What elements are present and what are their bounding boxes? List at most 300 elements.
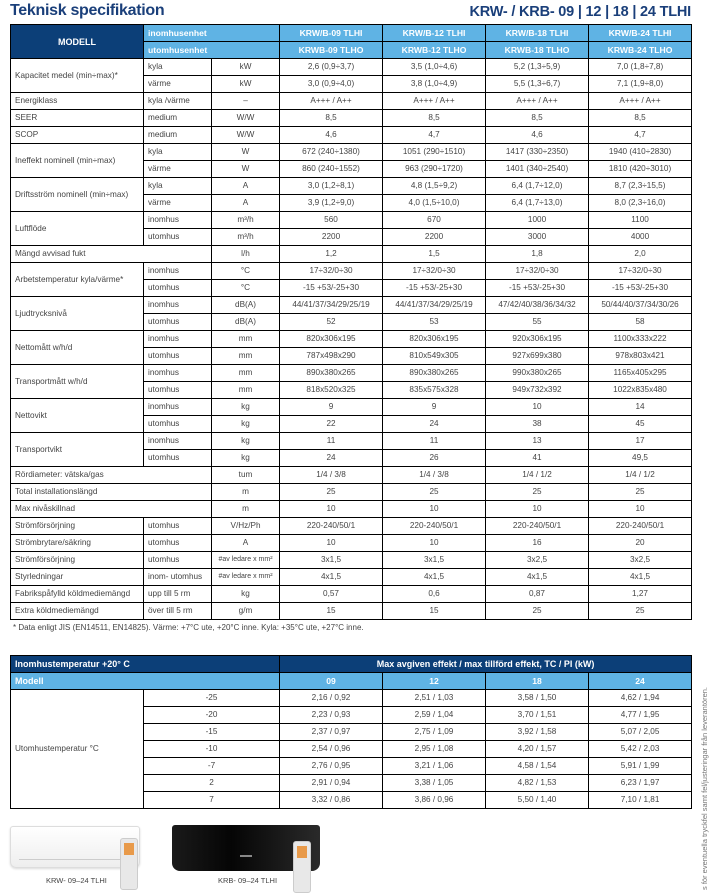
spec-value: 58 bbox=[589, 314, 692, 331]
spec-value: 15 bbox=[383, 603, 486, 620]
spec-value: 1,2 bbox=[280, 246, 383, 263]
spec-row bbox=[11, 569, 692, 586]
disclaimer-note: s för eventuella tryckfel samt fel/justeringar från leverantören. bbox=[700, 686, 709, 890]
spec-label: Ineffekt nominell (min÷max) bbox=[11, 144, 144, 178]
spec-sub-label: upp till 5 rm bbox=[144, 586, 212, 603]
spec-header-indoor bbox=[11, 25, 692, 42]
spec-value: 220-240/50/1 bbox=[589, 518, 692, 535]
spec-value: 10 bbox=[280, 501, 383, 518]
spec-sub-label: utomhus bbox=[144, 535, 212, 552]
spec-row bbox=[11, 144, 692, 161]
spec-value: 4,0 (1,5÷10,0) bbox=[383, 195, 486, 212]
spec-unit: W/W bbox=[212, 110, 280, 127]
spec-value: 990x380x265 bbox=[486, 365, 589, 382]
spec-value: 560 bbox=[280, 212, 383, 229]
spec-unit: m³/h bbox=[212, 229, 280, 246]
spec-unit: mm bbox=[212, 365, 280, 382]
spec-sub-label: utomhus bbox=[144, 314, 212, 331]
spec-value: 1/4 / 3/8 bbox=[383, 467, 486, 484]
spec-unit: dB(A) bbox=[212, 297, 280, 314]
performance-value: 3,21 / 1,06 bbox=[383, 758, 486, 775]
spec-value: 10 bbox=[280, 535, 383, 552]
spec-value: 978x803x421 bbox=[589, 348, 692, 365]
performance-value: 5,91 / 1,99 bbox=[589, 758, 692, 775]
spec-row bbox=[11, 484, 692, 501]
spec-row bbox=[11, 365, 692, 382]
performance-value: 3,92 / 1,58 bbox=[486, 724, 589, 741]
spec-value: 860 (240÷1552) bbox=[280, 161, 383, 178]
spec-value: 3,0 (1,2÷8,1) bbox=[280, 178, 383, 195]
spec-value: 920x306x195 bbox=[486, 331, 589, 348]
spec-value: 5,2 (1,3÷5,9) bbox=[486, 59, 589, 76]
spec-sub-label: utomhus bbox=[144, 348, 212, 365]
spec-row bbox=[11, 518, 692, 535]
spec-value: 44/41/37/34/29/25/19 bbox=[280, 297, 383, 314]
model-series-title: KRW- / KRB- 09 | 12 | 18 | 24 TLHI bbox=[469, 4, 691, 20]
spec-value: 6,4 (1,7÷12,0) bbox=[486, 178, 589, 195]
performance-value: 4,62 / 1,94 bbox=[589, 690, 692, 707]
spec-label: Arbetstemperatur kyla/värme* bbox=[11, 263, 144, 297]
spec-value: 17 bbox=[589, 433, 692, 450]
spec-sub-label: kyla /värme bbox=[144, 93, 212, 110]
spec-unit: kg bbox=[212, 433, 280, 450]
spec-value: 1940 (410÷2830) bbox=[589, 144, 692, 161]
model-label: Modell bbox=[11, 673, 280, 690]
spec-value: 7,1 (1,9÷8,0) bbox=[589, 76, 692, 93]
spec-label: SCOP bbox=[11, 127, 144, 144]
spec-value: 7,0 (1,8÷7,8) bbox=[589, 59, 692, 76]
spec-value: 220-240/50/1 bbox=[486, 518, 589, 535]
outdoor-temp-value: 7 bbox=[144, 792, 280, 809]
spec-sub-label: inomhus bbox=[144, 263, 212, 280]
spec-row bbox=[11, 552, 692, 569]
spec-value: 3x2,5 bbox=[589, 552, 692, 569]
spec-value: 8,7 (2,3÷15,5) bbox=[589, 178, 692, 195]
spec-value: 8,5 bbox=[486, 110, 589, 127]
spec-unit: kg bbox=[212, 586, 280, 603]
spec-sub-label: utomhus bbox=[144, 229, 212, 246]
spec-value: 41 bbox=[486, 450, 589, 467]
spec-sub-label: inom- utomhus bbox=[144, 569, 212, 586]
spec-value: 1810 (420÷3010) bbox=[589, 161, 692, 178]
spec-value: A+++ / A++ bbox=[486, 93, 589, 110]
spec-sub-label: inomhus bbox=[144, 433, 212, 450]
spec-value: 1000 bbox=[486, 212, 589, 229]
model-size: 09 bbox=[280, 673, 383, 690]
spec-value: -15 +53/-25+30 bbox=[486, 280, 589, 297]
indoor-model: KRW/B-09 TLHI bbox=[280, 25, 383, 42]
spec-unit: kg bbox=[212, 450, 280, 467]
spec-value: 2,0 bbox=[589, 246, 692, 263]
remote-control-icon bbox=[120, 838, 138, 890]
spec-value: 13 bbox=[486, 433, 589, 450]
outdoor-temp-value: -10 bbox=[144, 741, 280, 758]
spec-sub-label: medium bbox=[144, 127, 212, 144]
spec-value: 10 bbox=[589, 501, 692, 518]
spec-value: 1/4 / 1/2 bbox=[589, 467, 692, 484]
spec-label: Strömförsörjning bbox=[11, 552, 144, 569]
spec-value: 4,8 (1,5÷9,2) bbox=[383, 178, 486, 195]
spec-value: 25 bbox=[383, 484, 486, 501]
indoor-model: KRW/B-18 TLHI bbox=[486, 25, 589, 42]
spec-value: 1/4 / 3/8 bbox=[280, 467, 383, 484]
spec-value: 17÷32/0÷30 bbox=[589, 263, 692, 280]
spec-label: Mängd avvisad fukt bbox=[11, 246, 212, 263]
spec-sub-label: kyla bbox=[144, 178, 212, 195]
outdoor-temp-value: -15 bbox=[144, 724, 280, 741]
spec-label: Transportvikt bbox=[11, 433, 144, 467]
spec-value: 22 bbox=[280, 416, 383, 433]
spec-value: 1165x405x295 bbox=[589, 365, 692, 382]
outdoor-temp-value: -7 bbox=[144, 758, 280, 775]
spec-value: 24 bbox=[383, 416, 486, 433]
spec-label: Nettomått w/h/d bbox=[11, 331, 144, 365]
spec-value: 10 bbox=[486, 399, 589, 416]
spec-value: 14 bbox=[589, 399, 692, 416]
model-size: 18 bbox=[486, 673, 589, 690]
performance-value: 2,37 / 0,97 bbox=[280, 724, 383, 741]
spec-value: 38 bbox=[486, 416, 589, 433]
outdoor-model: KRWB-18 TLHO bbox=[486, 42, 589, 59]
spec-unit: mm bbox=[212, 331, 280, 348]
spec-value: 25 bbox=[589, 603, 692, 620]
spec-value: 1/4 / 1/2 bbox=[486, 467, 589, 484]
spec-value: 4,7 bbox=[589, 127, 692, 144]
spec-value: 818x520x325 bbox=[280, 382, 383, 399]
spec-unit: mm bbox=[212, 348, 280, 365]
indoor-model: KRW/B-24 TLHI bbox=[589, 25, 692, 42]
spec-label: Driftsström nominell (min÷max) bbox=[11, 178, 144, 212]
spec-unit: W/W bbox=[212, 127, 280, 144]
performance-value: 2,76 / 0,95 bbox=[280, 758, 383, 775]
spec-value: A+++ / A++ bbox=[383, 93, 486, 110]
spec-value: 8,5 bbox=[280, 110, 383, 127]
performance-value: 2,54 / 0,96 bbox=[280, 741, 383, 758]
spec-value: 787x498x290 bbox=[280, 348, 383, 365]
spec-value: 3,8 (1,0÷4,9) bbox=[383, 76, 486, 93]
spec-value: 44/41/37/34/29/25/19 bbox=[383, 297, 486, 314]
outdoor-model: KRWB-24 TLHO bbox=[589, 42, 692, 59]
model-size: 12 bbox=[383, 673, 486, 690]
spec-sub-label: värme bbox=[144, 195, 212, 212]
performance-value: 7,10 / 1,81 bbox=[589, 792, 692, 809]
spec-value: 4x1,5 bbox=[589, 569, 692, 586]
model-header: MODELL bbox=[11, 25, 144, 59]
page-title: Teknisk specifikation bbox=[10, 2, 165, 19]
spec-value: 820x306x195 bbox=[280, 331, 383, 348]
spec-value: 5,5 (1,3÷6,7) bbox=[486, 76, 589, 93]
spec-sub-label: inomhus bbox=[144, 331, 212, 348]
spec-unit: kg bbox=[212, 399, 280, 416]
spec-value: 6,4 (1,7÷13,0) bbox=[486, 195, 589, 212]
spec-value: 3,5 (1,0÷4,6) bbox=[383, 59, 486, 76]
spec-sub-label: över till 5 rm bbox=[144, 603, 212, 620]
spec-value: 927x699x380 bbox=[486, 348, 589, 365]
spec-value: 672 (240÷1380) bbox=[280, 144, 383, 161]
spec-value: 9 bbox=[383, 399, 486, 416]
spec-value: 4x1,5 bbox=[486, 569, 589, 586]
spec-row bbox=[11, 127, 692, 144]
spec-unit: l/h bbox=[212, 246, 280, 263]
spec-label: Energiklass bbox=[11, 93, 144, 110]
spec-unit: dB(A) bbox=[212, 314, 280, 331]
spec-label: Strömförsörjning bbox=[11, 518, 144, 535]
spec-label: Fabrikspåfylld köldmediemängd bbox=[11, 586, 144, 603]
performance-value: 2,59 / 1,04 bbox=[383, 707, 486, 724]
spec-value: 810x549x305 bbox=[383, 348, 486, 365]
spec-value: 49,5 bbox=[589, 450, 692, 467]
spec-unit: tum bbox=[212, 467, 280, 484]
spec-label: Strömbrytare/säkring bbox=[11, 535, 144, 552]
spec-row bbox=[11, 433, 692, 450]
spec-unit: V/Hz/Ph bbox=[212, 518, 280, 535]
spec-unit: W bbox=[212, 144, 280, 161]
spec-value: 1,5 bbox=[383, 246, 486, 263]
spec-value: 4,6 bbox=[486, 127, 589, 144]
performance-table bbox=[10, 655, 692, 809]
spec-value: 20 bbox=[589, 535, 692, 552]
performance-value: 3,58 / 1,50 bbox=[486, 690, 589, 707]
spec-value: 820x306x195 bbox=[383, 331, 486, 348]
spec-sub-label: utomhus bbox=[144, 416, 212, 433]
performance-value: 4,58 / 1,54 bbox=[486, 758, 589, 775]
performance-value: 3,38 / 1,05 bbox=[383, 775, 486, 792]
spec-value: 963 (290÷1720) bbox=[383, 161, 486, 178]
spec-value: 25 bbox=[280, 484, 383, 501]
spec-row bbox=[11, 93, 692, 110]
spec-value: 10 bbox=[383, 501, 486, 518]
spec-unit: °C bbox=[212, 280, 280, 297]
spec-sub-label: inomhus bbox=[144, 399, 212, 416]
spec-label: Nettovikt bbox=[11, 399, 144, 433]
spec-unit: m bbox=[212, 501, 280, 518]
spec-value: 1,27 bbox=[589, 586, 692, 603]
outdoor-model: KRWB-09 TLHO bbox=[280, 42, 383, 59]
performance-value: 4,20 / 1,57 bbox=[486, 741, 589, 758]
spec-value: 890x380x265 bbox=[383, 365, 486, 382]
remote-control-icon bbox=[293, 841, 311, 893]
spec-label: Total installationslängd bbox=[11, 484, 212, 501]
spec-row bbox=[11, 246, 692, 263]
performance-value: 3,70 / 1,51 bbox=[486, 707, 589, 724]
spec-value: 16 bbox=[486, 535, 589, 552]
spec-unit: kW bbox=[212, 76, 280, 93]
spec-table bbox=[10, 24, 692, 620]
spec-value: 0,87 bbox=[486, 586, 589, 603]
spec-value: 25 bbox=[486, 484, 589, 501]
spec-unit: A bbox=[212, 535, 280, 552]
spec-value: 47/42/40/38/36/34/32 bbox=[486, 297, 589, 314]
spec-value: 3x1,5 bbox=[280, 552, 383, 569]
footnote: * Data enligt JIS (EN14511, EN14825). Värme: +7°C ute, +20°C inne. Kyla: +35°C ute, +27°C inne. bbox=[13, 623, 364, 632]
spec-unit: A bbox=[212, 178, 280, 195]
spec-value: 1417 (330÷2350) bbox=[486, 144, 589, 161]
spec-value: 11 bbox=[383, 433, 486, 450]
spec-value: 17÷32/0÷30 bbox=[280, 263, 383, 280]
spec-unit: m³/h bbox=[212, 212, 280, 229]
spec-unit: m bbox=[212, 484, 280, 501]
spec-row bbox=[11, 603, 692, 620]
spec-row bbox=[11, 212, 692, 229]
spec-value: 25 bbox=[486, 603, 589, 620]
spec-value: -15 +53/-25+30 bbox=[589, 280, 692, 297]
spec-value: 1022x835x480 bbox=[589, 382, 692, 399]
outdoor-temp-value: -20 bbox=[144, 707, 280, 724]
spec-sub-label: medium bbox=[144, 110, 212, 127]
spec-unit: A bbox=[212, 195, 280, 212]
performance-value: 4,82 / 1,53 bbox=[486, 775, 589, 792]
spec-value: 3x2,5 bbox=[486, 552, 589, 569]
spec-unit: kg bbox=[212, 416, 280, 433]
spec-value: 3x1,5 bbox=[383, 552, 486, 569]
outdoor-unit-label: utomhusenhet bbox=[144, 42, 280, 59]
spec-label: Transportmått w/h/d bbox=[11, 365, 144, 399]
spec-value: 670 bbox=[383, 212, 486, 229]
spec-unit: °C bbox=[212, 263, 280, 280]
spec-row bbox=[11, 263, 692, 280]
spec-label: Ljudtrycksnivå bbox=[11, 297, 144, 331]
spec-sub-label: utomhus bbox=[144, 450, 212, 467]
performance-value: 2,75 / 1,09 bbox=[383, 724, 486, 741]
spec-value: 3,9 (1,2÷9,0) bbox=[280, 195, 383, 212]
spec-unit: – bbox=[212, 93, 280, 110]
spec-row bbox=[11, 586, 692, 603]
spec-unit: #av ledare x mm² bbox=[212, 569, 280, 586]
spec-unit: kW bbox=[212, 59, 280, 76]
spec-value: 26 bbox=[383, 450, 486, 467]
outdoor-temp-value: 2 bbox=[144, 775, 280, 792]
performance-value: 2,23 / 0,93 bbox=[280, 707, 383, 724]
performance-row bbox=[11, 690, 692, 707]
spec-value: 52 bbox=[280, 314, 383, 331]
performance-value: 6,23 / 1,97 bbox=[589, 775, 692, 792]
spec-value: 0,57 bbox=[280, 586, 383, 603]
spec-row bbox=[11, 178, 692, 195]
spec-sub-label: värme bbox=[144, 76, 212, 93]
spec-value: 17÷32/0÷30 bbox=[486, 263, 589, 280]
performance-title: Max avgiven effekt / max tillförd effekt, TC / PI (kW) bbox=[280, 656, 692, 673]
spec-value: 1100x333x222 bbox=[589, 331, 692, 348]
outdoor-temp-label: Utomhustemperatur °C bbox=[11, 690, 144, 809]
spec-label: SEER bbox=[11, 110, 144, 127]
spec-value: 8,5 bbox=[589, 110, 692, 127]
spec-label: Styrledningar bbox=[11, 569, 144, 586]
spec-value: 1401 (340÷2540) bbox=[486, 161, 589, 178]
indoor-unit-label: inomhusenhet bbox=[144, 25, 280, 42]
spec-value: 4,6 bbox=[280, 127, 383, 144]
spec-row bbox=[11, 59, 692, 76]
performance-value: 3,86 / 0,96 bbox=[383, 792, 486, 809]
spec-value: 45 bbox=[589, 416, 692, 433]
spec-value: 25 bbox=[589, 484, 692, 501]
product-caption: KRB- 09–24 TLHI bbox=[218, 876, 278, 885]
spec-value: 17÷32/0÷30 bbox=[383, 263, 486, 280]
spec-sub-label: kyla bbox=[144, 59, 212, 76]
spec-value: 55 bbox=[486, 314, 589, 331]
spec-value: -15 +53/-25+30 bbox=[280, 280, 383, 297]
performance-value: 2,95 / 1,08 bbox=[383, 741, 486, 758]
outdoor-model: KRWB-12 TLHO bbox=[383, 42, 486, 59]
spec-value: A+++ / A++ bbox=[589, 93, 692, 110]
model-size: 24 bbox=[589, 673, 692, 690]
spec-value: 835x575x328 bbox=[383, 382, 486, 399]
spec-value: 4000 bbox=[589, 229, 692, 246]
spec-sub-label: utomhus bbox=[144, 552, 212, 569]
spec-value: A+++ / A++ bbox=[280, 93, 383, 110]
spec-value: 1,8 bbox=[486, 246, 589, 263]
spec-unit: W bbox=[212, 161, 280, 178]
spec-label: Luftflöde bbox=[11, 212, 144, 246]
performance-value: 5,42 / 2,03 bbox=[589, 741, 692, 758]
spec-label: Kapacitet medel (min÷max)* bbox=[11, 59, 144, 93]
spec-value: 10 bbox=[486, 501, 589, 518]
spec-unit: #av ledare x mm² bbox=[212, 552, 280, 569]
spec-sub-label: värme bbox=[144, 161, 212, 178]
performance-value: 5,50 / 1,40 bbox=[486, 792, 589, 809]
spec-value: 3000 bbox=[486, 229, 589, 246]
spec-value: 4,7 bbox=[383, 127, 486, 144]
spec-value: 10 bbox=[383, 535, 486, 552]
spec-row bbox=[11, 467, 692, 484]
spec-row bbox=[11, 535, 692, 552]
spec-value: 53 bbox=[383, 314, 486, 331]
spec-value: 2,6 (0,9÷3,7) bbox=[280, 59, 383, 76]
spec-value: 50/44/40/37/34/30/26 bbox=[589, 297, 692, 314]
spec-row bbox=[11, 399, 692, 416]
spec-value: -15 +53/-25+30 bbox=[383, 280, 486, 297]
spec-value: 2200 bbox=[280, 229, 383, 246]
performance-value: 5,07 / 2,05 bbox=[589, 724, 692, 741]
spec-value: 9 bbox=[280, 399, 383, 416]
spec-value: 4x1,5 bbox=[280, 569, 383, 586]
spec-label: Max nivåskillnad bbox=[11, 501, 212, 518]
spec-value: 15 bbox=[280, 603, 383, 620]
spec-unit: mm bbox=[212, 382, 280, 399]
spec-label: Extra köldmediemängd bbox=[11, 603, 144, 620]
performance-value: 4,77 / 1,95 bbox=[589, 707, 692, 724]
performance-title-row bbox=[11, 656, 692, 673]
spec-value: 949x732x392 bbox=[486, 382, 589, 399]
spec-label: Rördiameter: vätska/gas bbox=[11, 467, 212, 484]
performance-value: 2,16 / 0,92 bbox=[280, 690, 383, 707]
indoor-temp-label: Inomhustemperatur +20° C bbox=[11, 656, 280, 673]
spec-sub-label: inomhus bbox=[144, 297, 212, 314]
indoor-model: KRW/B-12 TLHI bbox=[383, 25, 486, 42]
spec-sub-label: kyla bbox=[144, 144, 212, 161]
performance-value: 3,32 / 0,86 bbox=[280, 792, 383, 809]
spec-value: 8,5 bbox=[383, 110, 486, 127]
spec-value: 220-240/50/1 bbox=[280, 518, 383, 535]
performance-value: 2,51 / 1,03 bbox=[383, 690, 486, 707]
spec-row bbox=[11, 110, 692, 127]
spec-sub-label: utomhus bbox=[144, 382, 212, 399]
spec-sub-label: utomhus bbox=[144, 518, 212, 535]
outdoor-temp-value: -25 bbox=[144, 690, 280, 707]
spec-value: 1051 (290÷1510) bbox=[383, 144, 486, 161]
spec-sub-label: inomhus bbox=[144, 365, 212, 382]
spec-value: 4x1,5 bbox=[383, 569, 486, 586]
spec-row bbox=[11, 297, 692, 314]
spec-value: 3,0 (0,9÷4,0) bbox=[280, 76, 383, 93]
performance-model-row bbox=[11, 673, 692, 690]
performance-value: 2,91 / 0,94 bbox=[280, 775, 383, 792]
spec-value: 220-240/50/1 bbox=[383, 518, 486, 535]
spec-row bbox=[11, 331, 692, 348]
spec-value: 1100 bbox=[589, 212, 692, 229]
spec-value: 0,6 bbox=[383, 586, 486, 603]
spec-value: 890x380x265 bbox=[280, 365, 383, 382]
spec-sub-label: utomhus bbox=[144, 280, 212, 297]
